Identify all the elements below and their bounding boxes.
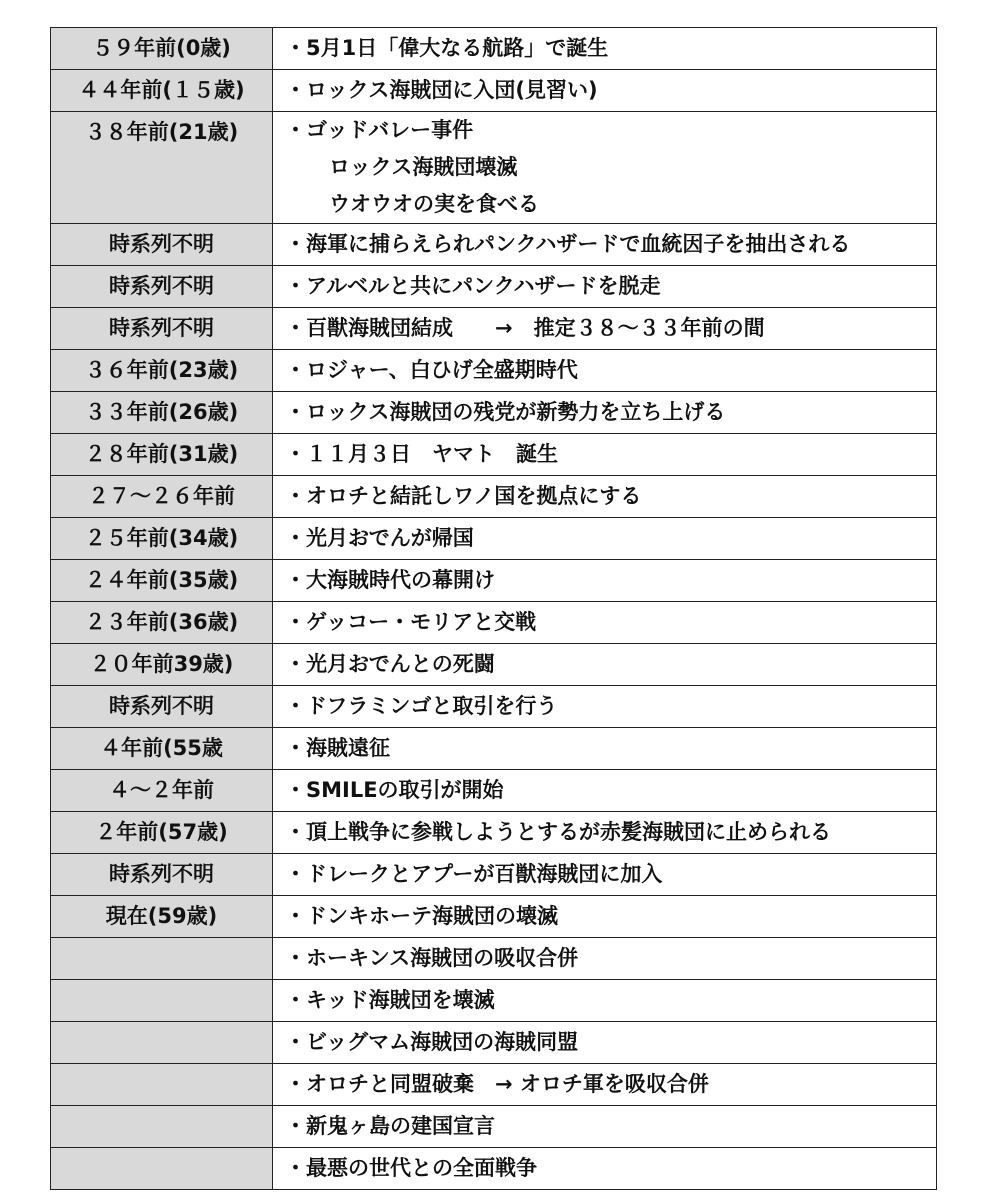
timeline-event-cell <box>273 350 937 392</box>
timeline-event-cell <box>273 686 937 728</box>
timeline-event-text: ・光月おでんが帰国 <box>285 526 474 550</box>
timeline-date-cell: ３３年前(26歳) <box>51 392 273 434</box>
timeline-event-text: ・ロックス海賊団の残党が新勢力を立ち上げる <box>285 400 726 424</box>
timeline-event-cell <box>273 938 937 980</box>
timeline-row <box>51 560 937 602</box>
timeline-event-text: ・5月1日「偉大なる航路」で誕生 <box>285 36 609 60</box>
timeline-row <box>51 770 937 812</box>
timeline-body <box>51 28 937 1190</box>
timeline-row <box>51 350 937 392</box>
timeline-row <box>51 728 937 770</box>
timeline-row <box>51 686 937 728</box>
timeline-date-cell: ４４年前(１５歳) <box>51 70 273 112</box>
timeline-date-cell: 現在(59歳) <box>51 896 273 938</box>
timeline-event-text: ・ドレークとアプーが百獣海賊団に加入 <box>285 862 663 886</box>
timeline-row <box>51 1106 937 1148</box>
timeline-table <box>50 27 937 1190</box>
timeline-row <box>51 854 937 896</box>
timeline-date-cell <box>51 1106 273 1148</box>
timeline-event-text: ・オロチと同盟破棄 → オロチ軍を吸収合併 <box>285 1072 709 1096</box>
timeline-event-text: ・海賊遠征 <box>285 736 390 760</box>
timeline-event-cell <box>273 308 937 350</box>
timeline-date-cell: ２７〜２６年前 <box>51 476 273 518</box>
timeline-event-cell <box>273 812 937 854</box>
timeline-event-cell <box>273 1064 937 1106</box>
timeline-row <box>51 980 937 1022</box>
timeline-event-text: ・アルベルと共にパンクハザードを脱走 <box>285 274 661 298</box>
timeline-date-cell: ２年前(57歳) <box>51 812 273 854</box>
timeline-row <box>51 392 937 434</box>
timeline-event-cell <box>273 602 937 644</box>
timeline-row <box>51 602 937 644</box>
timeline-date-cell <box>51 1064 273 1106</box>
timeline-event-text: ・光月おでんとの死闘 <box>285 652 495 676</box>
timeline-date-cell <box>51 938 273 980</box>
timeline-event-cell <box>273 1022 937 1064</box>
timeline-row <box>51 1064 937 1106</box>
timeline-event-cell <box>273 728 937 770</box>
timeline-event-cell <box>273 70 937 112</box>
timeline-date-cell: ２８年前(31歳) <box>51 434 273 476</box>
timeline-event-cell <box>273 896 937 938</box>
timeline-date-cell: 時系列不明 <box>51 224 273 266</box>
timeline-event-text: ・新鬼ヶ島の建国宣言 <box>285 1114 495 1138</box>
timeline-event-cell <box>273 434 937 476</box>
timeline-row <box>51 938 937 980</box>
timeline-date-cell: ２０年前39歳) <box>51 644 273 686</box>
timeline-event-text: ・SMILEの取引が開始 <box>285 778 504 802</box>
timeline-row <box>51 896 937 938</box>
timeline-row <box>51 112 937 224</box>
timeline-date-cell <box>51 1022 273 1064</box>
timeline-event-text: ・海軍に捕らえられパンクハザードで血統因子を抽出される <box>285 232 851 256</box>
timeline-event-cell <box>273 266 937 308</box>
timeline-event-text: ・大海賊時代の幕開け <box>285 568 495 592</box>
timeline-event-text: ・ドンキホーテ海賊団の壊滅 <box>285 904 558 928</box>
timeline-row <box>51 644 937 686</box>
timeline-event-text: ・キッド海賊団を壊滅 <box>285 988 495 1012</box>
timeline-date-cell <box>51 980 273 1022</box>
timeline-row <box>51 266 937 308</box>
timeline-date-cell: ３８年前(21歳) <box>51 112 273 224</box>
timeline-event-cell <box>273 854 937 896</box>
timeline-date-cell: ３６年前(23歳) <box>51 350 273 392</box>
timeline-event-cell <box>273 392 937 434</box>
timeline-event-text: ・ホーキンス海賊団の吸収合併 <box>285 946 579 970</box>
timeline-row <box>51 70 937 112</box>
timeline-event-cell <box>273 1106 937 1148</box>
timeline-event-cell <box>273 1148 937 1190</box>
timeline-date-cell: 時系列不明 <box>51 854 273 896</box>
timeline-date-cell <box>51 1148 273 1190</box>
timeline-event-text: ・１１月３日 ヤマト 誕生 <box>285 442 558 466</box>
timeline-event-cell <box>273 476 937 518</box>
timeline-event-cell <box>273 644 937 686</box>
timeline-event-cell <box>273 224 937 266</box>
timeline-date-cell: ２３年前(36歳) <box>51 602 273 644</box>
timeline-event-cell <box>273 560 937 602</box>
timeline-date-cell: 時系列不明 <box>51 266 273 308</box>
timeline-date-cell: 時系列不明 <box>51 308 273 350</box>
timeline-date-cell: ２４年前(35歳) <box>51 560 273 602</box>
timeline-row <box>51 518 937 560</box>
timeline-event-text: ・百獣海賊団結成 → 推定３８〜３３年前の間 <box>285 316 765 340</box>
timeline-event-cell <box>273 112 937 224</box>
timeline-date-cell: ４〜２年前 <box>51 770 273 812</box>
timeline-event-text: ・ロジャー、白ひげ全盛期時代 <box>285 358 578 382</box>
timeline-row <box>51 28 937 70</box>
timeline-row <box>51 308 937 350</box>
timeline-event-text: ・ゴッドバレー事件 <box>285 118 474 142</box>
timeline-date-cell: 時系列不明 <box>51 686 273 728</box>
timeline-row <box>51 812 937 854</box>
timeline-row <box>51 224 937 266</box>
timeline-date-cell: ２５年前(34歳) <box>51 518 273 560</box>
timeline-event-text: ・ゲッコー・モリアと交戦 <box>285 610 537 634</box>
timeline-event-text: ロックス海賊団壊滅 <box>329 155 518 179</box>
timeline-event-text: ・最悪の世代との全面戦争 <box>285 1156 537 1180</box>
timeline-event-text: ・ビッグマム海賊団の海賊同盟 <box>285 1030 579 1054</box>
timeline-event-cell <box>273 770 937 812</box>
timeline-event-text: ・ロックス海賊団に入団(見習い) <box>285 78 598 102</box>
timeline-row <box>51 476 937 518</box>
timeline-event-cell <box>273 28 937 70</box>
timeline-row <box>51 1022 937 1064</box>
timeline-date-cell: ４年前(55歳 <box>51 728 273 770</box>
timeline-event-text: ・頂上戦争に参戦しようとするが赤髪海賊団に止められる <box>285 820 831 844</box>
timeline-date-cell: ５９年前(0歳) <box>51 28 273 70</box>
timeline-event-text: ・ドフラミンゴと取引を行う <box>285 694 558 718</box>
timeline-row <box>51 434 937 476</box>
timeline-event-cell <box>273 518 937 560</box>
timeline-event-text: ウオウオの実を食べる <box>329 192 539 216</box>
timeline-event-cell <box>273 980 937 1022</box>
timeline-row <box>51 1148 937 1190</box>
timeline-event-text: ・オロチと結託しワノ国を拠点にする <box>285 484 642 508</box>
